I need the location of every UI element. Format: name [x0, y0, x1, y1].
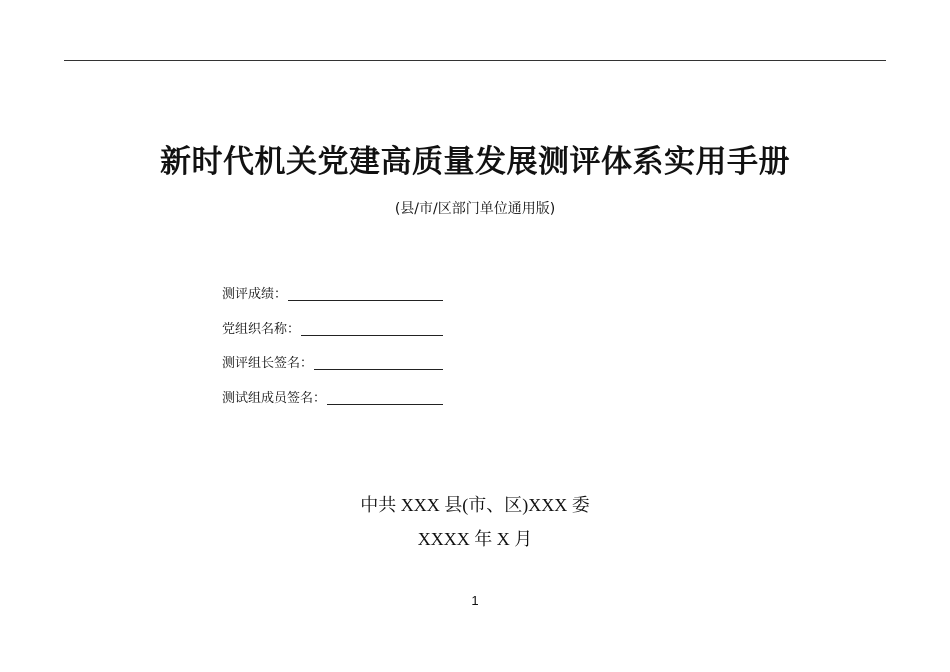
- form-blank-member-signature: [327, 390, 443, 405]
- form-blank-leader-signature: [314, 355, 443, 370]
- form-label-leader-signature: 测评组长签名：: [222, 356, 314, 371]
- document-subtitle: (县/市/区部门单位通用版): [394, 201, 556, 217]
- header-rule: [64, 60, 886, 61]
- issue-date: XXXX 年 X 月: [417, 529, 533, 549]
- form-blank-org-name: [301, 321, 443, 336]
- form-label-member-signature: 测试组成员签名：: [222, 390, 327, 406]
- form-label-org-name: 党组织名称：: [222, 321, 301, 337]
- issuing-organization: 中共 XXX 县(市、区)XXX 委: [360, 495, 590, 515]
- form-row-score: [222, 284, 443, 304]
- form-row-org-name: [222, 319, 443, 339]
- form-row-member-signature: [222, 388, 443, 408]
- form-blank-score: [288, 286, 443, 301]
- form-label-score: 测评成绩：: [222, 287, 288, 302]
- document-title: 新时代机关党建高质量发展测评体系实用手册: [160, 144, 790, 180]
- form-row-leader-signature: [222, 353, 443, 373]
- evaluation-form: [222, 284, 482, 422]
- page-number: 1: [471, 593, 479, 608]
